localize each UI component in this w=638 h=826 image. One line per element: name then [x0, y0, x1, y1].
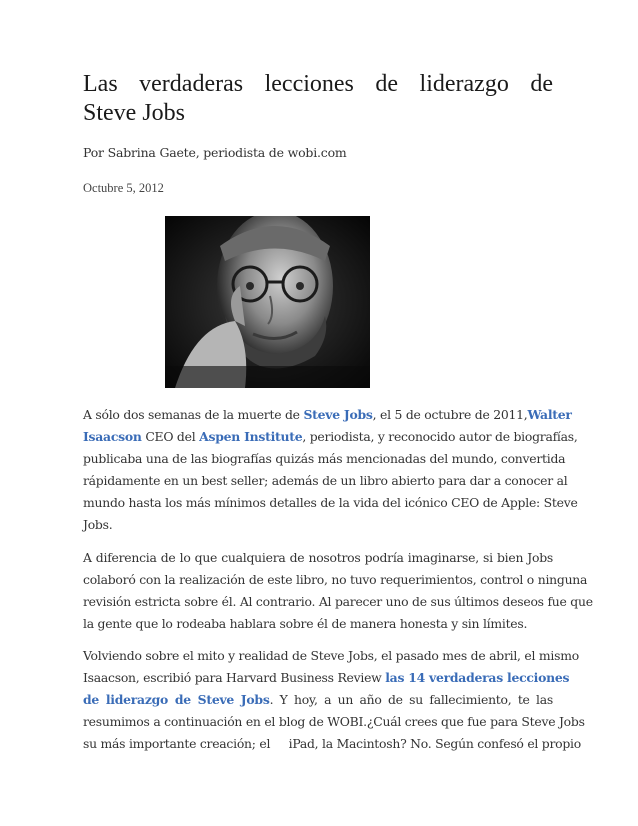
- p1-line-5: mundo hasta los más mínimos detalles de la vida del icónico CEO de Apple: Steve: [83, 495, 578, 510]
- p2-line-3: revisión estricta sobre él. Al contrario. Al parecer uno de sus últimos deseos fue que: [83, 594, 593, 609]
- steve-jobs-photo: [165, 216, 370, 388]
- link-liderazgo-steve-jobs[interactable]: de liderazgo de Steve Jobs: [83, 692, 270, 707]
- title-line-1: Las verdaderas lecciones de liderazgo de: [83, 71, 553, 97]
- p2-line-1: A diferencia de lo que cualquiera de nosotros podría imaginarse, si bien Jobs: [83, 550, 553, 565]
- link-aspen-institute[interactable]: Aspen Institute: [199, 429, 303, 444]
- p1-line-3: publicaba una de las biografías quizás más mencionadas del mundo, convertida: [83, 451, 566, 466]
- p1-text: A sólo dos semanas de la muerte de: [83, 407, 304, 422]
- p1-text: , periodista, y reconocido autor de biografías,: [302, 429, 578, 444]
- p2-line-2: colaboró con la realización de este libro, no tuvo requerimientos, control o ninguna: [83, 572, 588, 587]
- link-walter-isaacson-2[interactable]: Isaacson: [83, 429, 142, 444]
- p1-line-2: [83, 426, 578, 448]
- article-title: [83, 70, 553, 128]
- publish-date: Octubre 5, 2012: [83, 181, 164, 195]
- paragraph-1: [83, 404, 578, 536]
- title-line-2: Steve Jobs: [83, 100, 185, 126]
- p1-line-1: [83, 404, 572, 426]
- link-14-lecciones[interactable]: las 14 verdaderas lecciones: [385, 670, 570, 685]
- p3-line-2: [83, 667, 570, 689]
- portrait-illustration: [165, 216, 370, 388]
- p1-line-6: Jobs.: [83, 517, 113, 532]
- p1-text: CEO del: [141, 429, 200, 444]
- p3-line-1: Volviendo sobre el mito y realidad de Steve Jobs, el pasado mes de abril, el mismo: [83, 648, 579, 663]
- p3-line-3: [83, 689, 553, 711]
- link-walter-isaacson[interactable]: Walter: [527, 407, 572, 422]
- p3-text: . Y hoy, a un año de su fallecimiento, te las: [269, 692, 553, 707]
- p1-line-4: rápidamente en un best seller; además de un libro abierto para dar a conocer al: [83, 473, 568, 488]
- link-steve-jobs[interactable]: Steve Jobs: [303, 407, 373, 422]
- paragraph-3: [83, 645, 585, 755]
- byline: Por Sabrina Gaete, periodista de wobi.com: [83, 145, 347, 160]
- paragraph-2: [83, 547, 593, 635]
- p3-text: Isaacson, escribió para Harvard Business Review: [83, 670, 386, 685]
- p3-line-5: su más importante creación; el iPad, la Macintosh? No. Según confesó el propio: [83, 736, 581, 751]
- p3-line-4: resumimos a continuación en el blog de WOBI.¿Cuál crees que fue para Steve Jobs: [83, 714, 585, 729]
- p1-text: , el 5 de octubre de 2011,: [372, 407, 528, 422]
- p2-line-4: la gente que lo rodeaba hablara sobre él de manera honesta y sin límites.: [83, 616, 528, 631]
